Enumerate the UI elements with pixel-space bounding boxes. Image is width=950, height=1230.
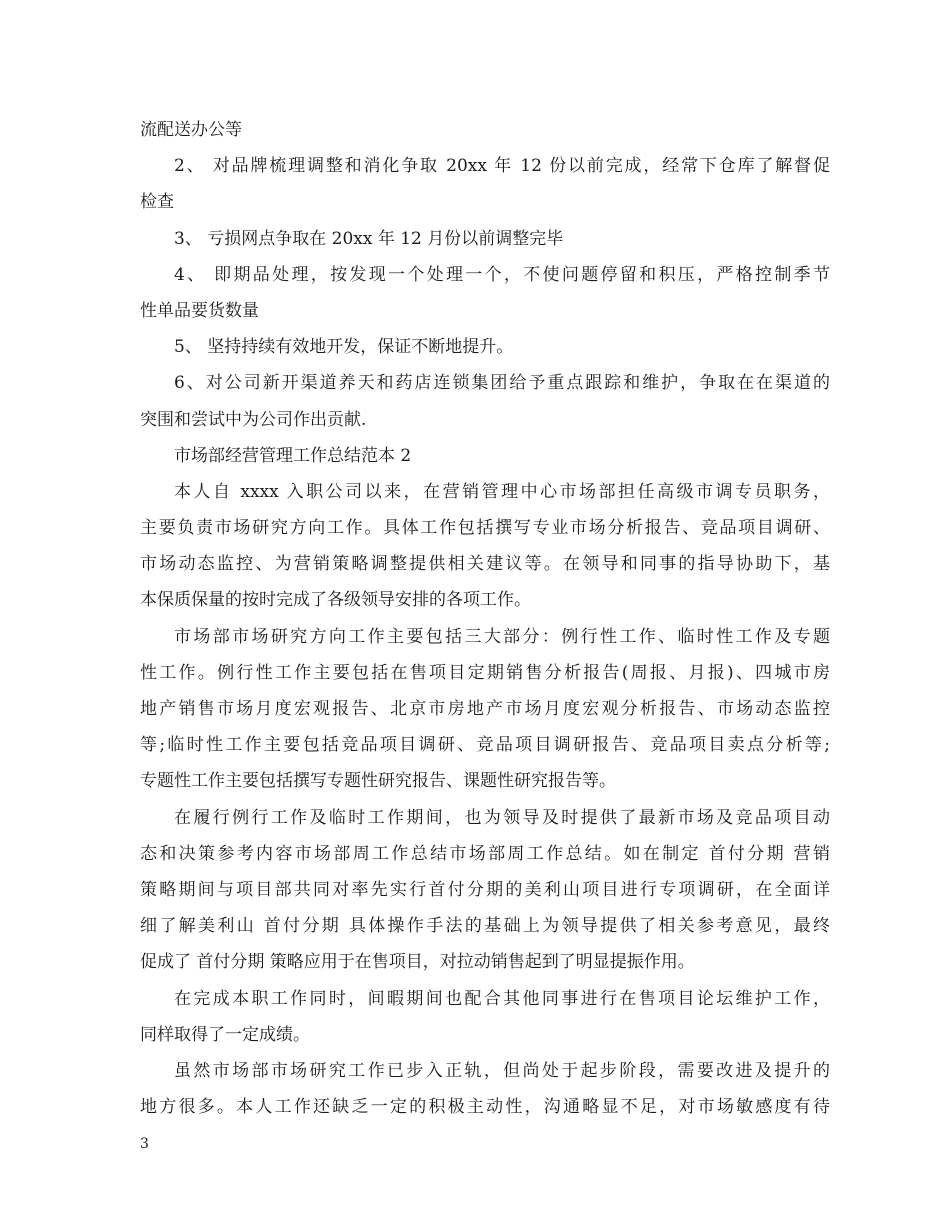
text-line: 促成了 首付分期 策略应用于在售项目，对拉动销售起到了明显提振作用。 (140, 952, 695, 973)
text-line: 主要负责市场研究方向工作。具体工作包括撰写专业市场分析报告、竞品项目调研、 (140, 518, 830, 539)
text-line: 虽然市场部市场研究工作已步入正轨，但尚处于起步阶段，需要改进及提升的 (174, 1060, 830, 1081)
text-line: 市场部市场研究方向工作主要包括三大部分：例行性工作、临时性工作及专题 (174, 626, 830, 647)
text-line: 检查 (140, 192, 174, 213)
text-line: 在履行例行工作及临时工作期间，也为领导及时提供了最新市场及竞品项目动 (174, 807, 830, 828)
text-line: 地方很多。本人工作还缺乏一定的积极主动性，沟通略显不足，对市场敏感度有待 (140, 1097, 830, 1118)
text-line: 地产销售市场月度宏观报告、北京市房地产市场月度宏观分析报告、市场动态监控 (140, 699, 830, 719)
document-body (140, 112, 830, 1125)
text-line: 本人自 xxxx 入职公司以来，在营销管理中心市场部担任高级市调专员职务， (174, 481, 830, 502)
text-line: 等;临时性工作主要包括竞品项目调研、竞品项目调研报告、竞品项目卖点分析等; (140, 735, 830, 756)
text-line: 细了解美利山 首付分期 具体操作手法的基础上为领导提供了相关参考意见，最终 (140, 916, 830, 937)
text-line: 流配送办公等 (140, 120, 242, 140)
text-line: 市场部经营管理工作总结范本 2 (174, 445, 412, 466)
text-line: 3、 亏损网点争取在 20xx 年 12 月份以前调整完毕 (174, 228, 564, 249)
text-line: 在完成本职工作同时，间暇期间也配合其他同事进行在售项目论坛维护工作， (174, 988, 830, 1009)
text-line: 专题性工作主要包括撰写专题性研究报告、课题性研究报告等。 (140, 771, 616, 792)
text-line: 4、 即期品处理，按发现一个处理一个，不使问题停留和积压，严格控制季节 (174, 264, 830, 285)
text-line: 策略期间与项目部共同对率先实行首付分期的美利山项目进行专项调研，在全面详 (140, 879, 830, 900)
text-line: 5、 坚持持续有效地开发，保证不断地提升。 (174, 337, 514, 358)
page-number: 3 (140, 1136, 149, 1152)
text-line: 市场动态监控、为营销策略调整提供相关建议等。在领导和同事的指导协助下，基 (140, 554, 830, 575)
text-line: 性单品要货数量 (140, 300, 259, 321)
text-line: 2、 对品牌梳理调整和消化争取 20xx 年 12 份以前完成，经常下仓库了解督促 (174, 156, 830, 177)
text-line: 6、对公司新开渠道养天和药店连锁集团给予重点跟踪和维护，争取在在渠道的 (174, 373, 830, 394)
text-line: 突围和尝试中为公司作出贡献. (140, 409, 367, 430)
text-line: 态和决策参考内容市场部周工作总结市场部周工作总结。如在制定 首付分期 营销 (140, 843, 830, 864)
text-line: 同样取得了一定成绩。 (140, 1024, 310, 1045)
text-line: 性工作。例行性工作主要包括在售项目定期销售分析报告(周报、月报)、四城市房 (140, 662, 830, 683)
text-line: 本保质保量的按时完成了各级领导安排的各项工作。 (140, 590, 531, 611)
